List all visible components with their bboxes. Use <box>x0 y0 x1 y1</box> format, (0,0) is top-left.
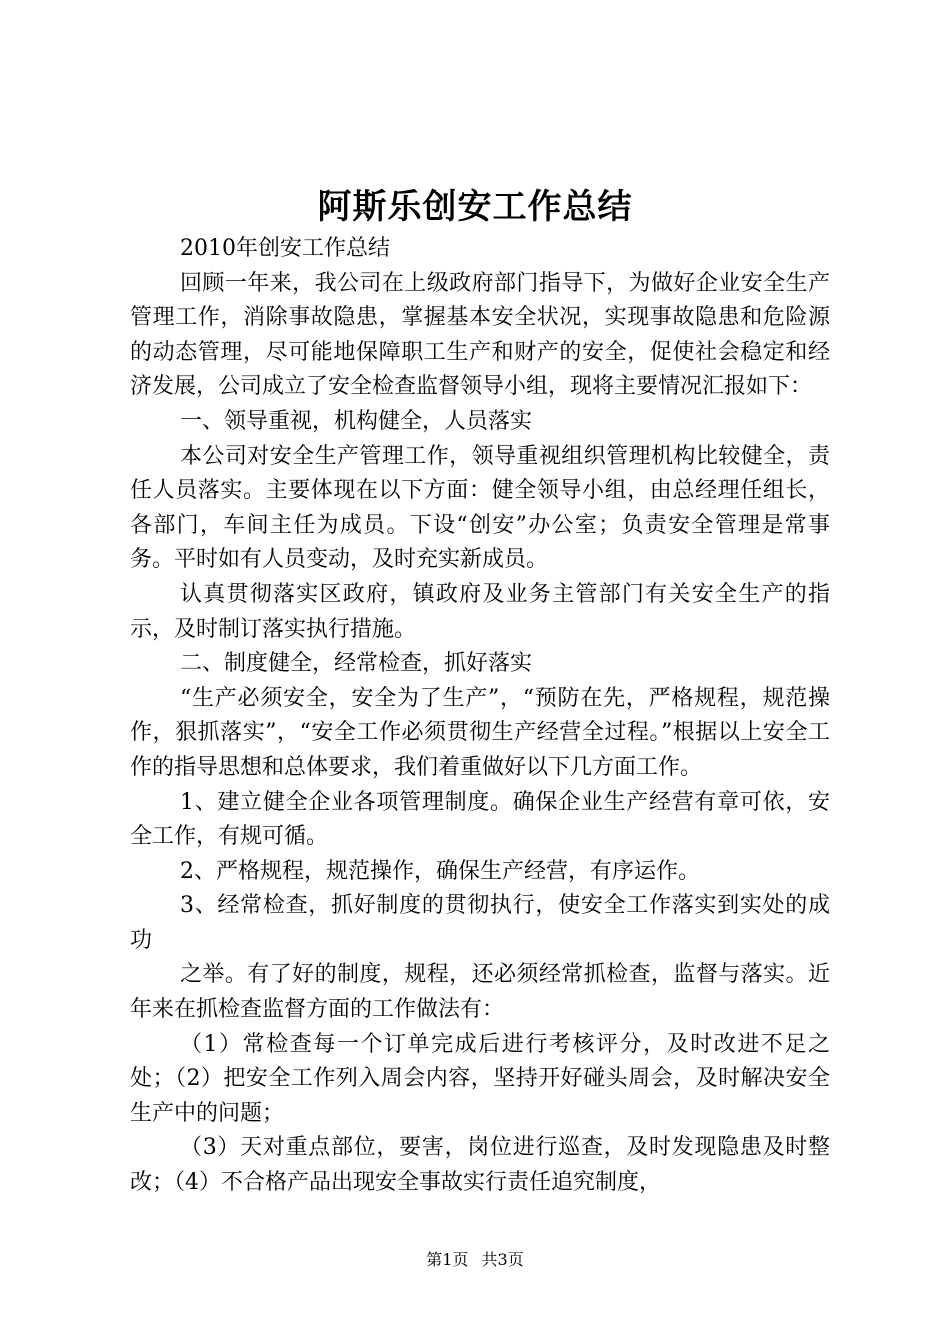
list-item: 1、建立健全企业各项管理制度。确保企业生产经营有章可依，安全工作，有规可循。 <box>130 789 830 850</box>
section-heading: 二、制度健全，经常检查，抓好落实 <box>180 651 533 677</box>
list-item: 3、经常检查，抓好制度的贯彻执行，使安全工作落实到实处的成功 <box>130 893 830 953</box>
section-heading: 一、领导重视，机构健全，人员落实 <box>180 408 533 434</box>
list-item: 2、严格规程，规范操作，确保生产经营，有序运作。 <box>180 858 700 884</box>
document-subtitle: 2010年创安工作总结 <box>180 236 390 261</box>
page-number: 第1页 <box>426 1250 469 1269</box>
page-footer <box>0 1248 950 1272</box>
paragraph: “生产必须安全，安全为了生产”，“预防在先，严格规程，规范操作，狠抓落实”，“安全工作必须贯彻生产经营全过程。”根据以上安全工作的指导思想和总体要求，我们着重做好以下几方面工作。 <box>130 685 830 780</box>
paragraph: 认真贯彻落实区政府，镇政府及业务主管部门有关安全生产的指示，及时制订落实执行措施。 <box>130 581 830 642</box>
paragraph: 本公司对安全生产管理工作，领导重视组织管理机构比较健全，责任人员落实。主要体现在以下方面：健全领导小组，由总经理任组长，各部门，车间主任为成员。下设“创安”办公室；负责安全管理是常事务。平时如有人员变动，及时充实新成员。 <box>130 443 830 573</box>
document-title: 阿斯乐创安工作总结 <box>317 187 633 227</box>
document-body <box>130 232 830 1201</box>
paragraph: 之举。有了好的制度，规程，还必须经常抓检查，监督与落实。近年来在抓检查监督方面的工作做法有： <box>130 962 830 1023</box>
paragraph: （3）天对重点部位，要害，岗位进行巡查，及时发现隐患及时整改；（4）不合格产品出现安全事故实行责任追究制度， <box>130 1135 830 1196</box>
paragraph: 回顾一年来，我公司在上级政府部门指导下，为做好企业安全生产管理工作，消除事故隐患，掌握基本安全状况，实现事故隐患和危险源的动态管理，尽可能地保障职工生产和财产的安全，促使社会稳定和经济发展，公司成立了安全检查监督领导小组，现将主要情况汇报如下： <box>130 270 830 400</box>
page-total: 共3页 <box>481 1250 524 1269</box>
paragraph: （1）常检查每一个订单完成后进行考核评分，及时改进不足之处；（2）把安全工作列入周会内容，坚持开好碰头周会，及时解决安全生产中的问题； <box>130 1031 830 1126</box>
